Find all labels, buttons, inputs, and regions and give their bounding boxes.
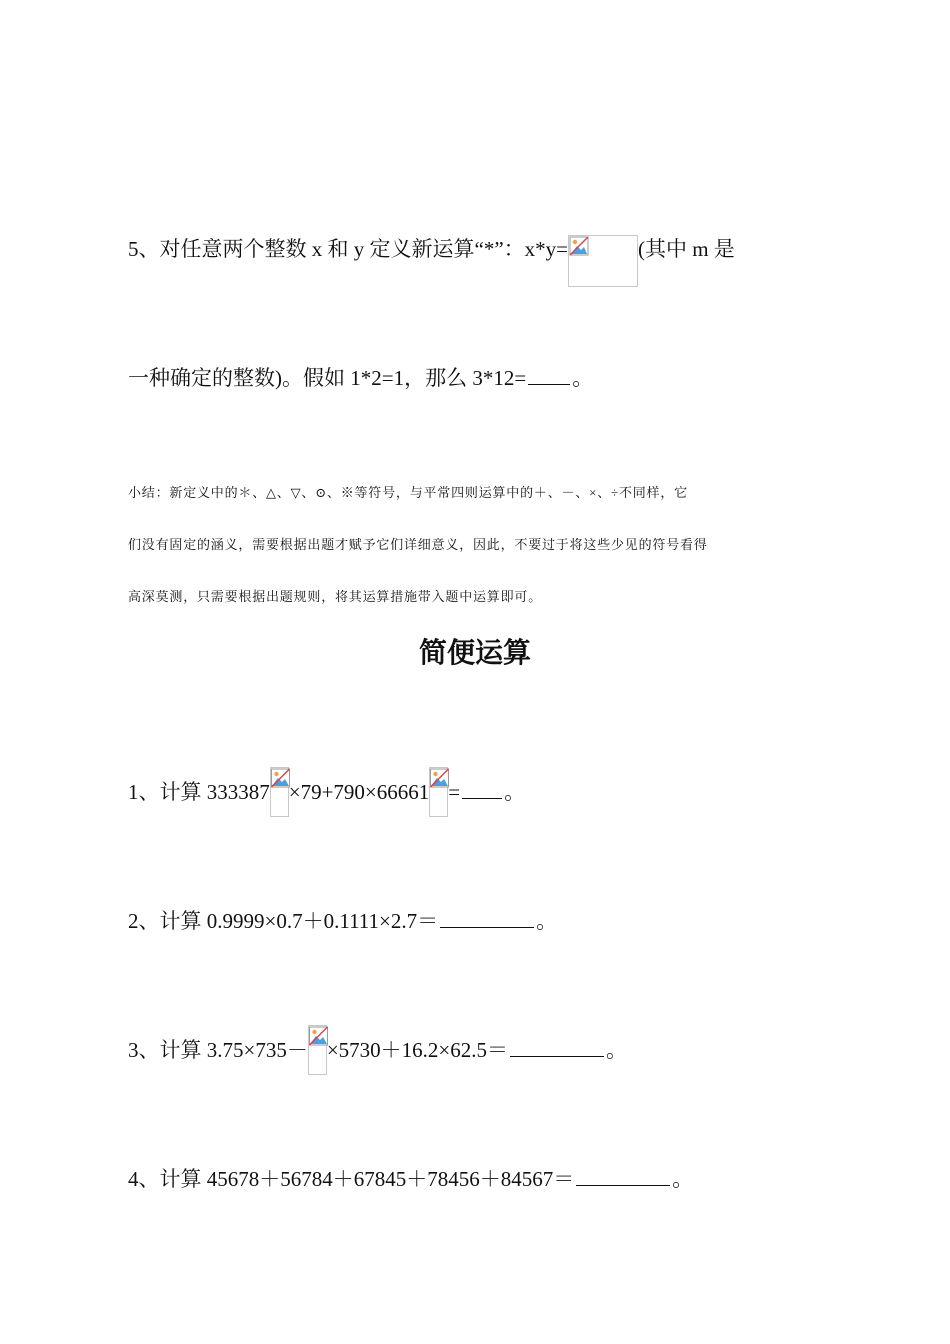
fraction-image-placeholder (308, 1025, 327, 1075)
question-3-text-a: 3、计算 3.75×735－ (128, 1038, 308, 1062)
fraction-image-placeholder (429, 767, 448, 817)
section-title: 简便运算 (418, 638, 531, 669)
problem-5-line-2 (128, 362, 593, 393)
question-1-text-b: ×79+790×66661 (288, 780, 430, 804)
problem-5-text-b: (其中 m 是 (637, 237, 735, 261)
summary-line-2: 们没有固定的涵义，需要根据出题才赋予它们详细意义，因此，不要过于将这些少见的符号看得 (128, 537, 708, 552)
broken-image-icon (430, 768, 449, 788)
question-3 (128, 1034, 627, 1075)
answer-blank[interactable] (528, 362, 570, 385)
question-4-text-b: 。 (672, 1167, 694, 1191)
broken-image-icon (309, 1026, 328, 1046)
answer-blank[interactable] (440, 905, 534, 928)
fraction-image-placeholder (270, 767, 289, 817)
answer-blank[interactable] (576, 1163, 670, 1186)
problem-5-text-a: 5、对任意两个整数 x 和 y 定义新运算“*”：x*y= (128, 237, 568, 261)
problem-5-line-1 (128, 234, 735, 287)
broken-image-icon (271, 768, 290, 788)
question-3-text-c: 。 (606, 1038, 628, 1062)
question-1 (128, 776, 525, 817)
formula-image-placeholder (568, 235, 638, 287)
question-2-text-b: 。 (536, 909, 558, 933)
question-2 (128, 905, 557, 936)
answer-blank[interactable] (462, 776, 502, 799)
answer-blank[interactable] (510, 1034, 604, 1057)
question-4 (128, 1163, 693, 1194)
question-2-text-a: 2、计算 0.9999×0.7＋0.1111×2.7＝ (128, 909, 439, 933)
summary-line-3: 高深莫测，只需要根据出题规则，将其运算措施带入题中运算即可。 (128, 589, 543, 604)
question-3-text-b: ×5730＋16.2×62.5＝ (326, 1038, 509, 1062)
broken-image-icon (569, 236, 589, 256)
summary-line-1: 小结：新定义中的＊、△、▽、⊙、※等符号，与平常四则运算中的＋、－、×、÷不同样，它 (128, 485, 688, 500)
question-1-text-d: 。 (504, 780, 526, 804)
question-1-text-a: 1、计算 333387 (128, 780, 270, 804)
question-4-text-a: 4、计算 45678＋56784＋67845＋78456＋84567＝ (128, 1167, 575, 1191)
problem-5-text-d: 。 (572, 366, 594, 390)
problem-5-text-c: 一种确定的整数)。假如 1*2=1，那么 3*12= (128, 366, 527, 390)
question-1-text-c: = (448, 780, 461, 804)
